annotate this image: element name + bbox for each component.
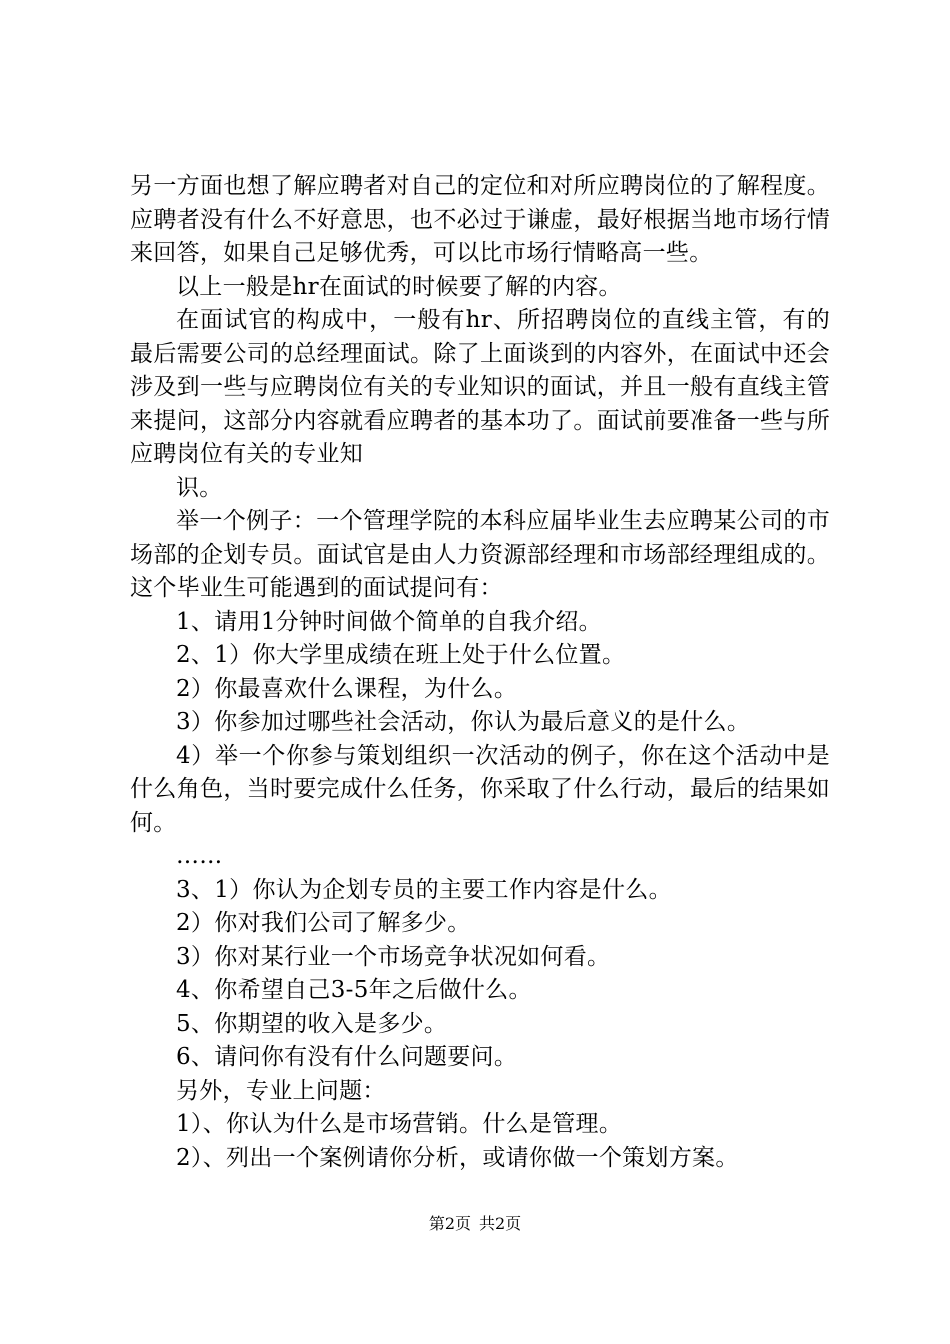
- paragraph: 2）你对我们公司了解多少。: [176, 910, 471, 936]
- paragraph: 以上一般是hr在面试的时候要了解的内容。: [176, 273, 622, 300]
- paragraph: 识。: [176, 474, 223, 501]
- paragraph: 1）、你认为什么是市场营销。什么是管理。: [176, 1111, 623, 1137]
- page-total: 共2页: [479, 1214, 522, 1233]
- paragraph: 4、你希望自己3-5年之后做什么。: [176, 977, 532, 1003]
- document-body: [130, 170, 830, 1175]
- paragraph: 2）、列出一个案例请你分析，或请你做一个策划方案。: [176, 1144, 739, 1171]
- paragraph: 另一方面也想了解应聘者对自己的定位和对所应聘岗位的了解程度。应聘者没有什么不好意思，也不必过于谦虚，最好根据当地市场行情来回答，如果自己足够优秀，可以比市场行情略高一些。: [130, 173, 830, 266]
- page-footer: [0, 1214, 950, 1234]
- paragraph: 3、1）你认为企划专员的主要工作内容是什么。: [176, 876, 672, 903]
- paragraph: 2）你最喜欢什么课程，为什么。: [176, 675, 518, 702]
- paragraph: ……: [176, 843, 223, 869]
- paragraph: 6、请问你有没有什么问题要问。: [176, 1044, 518, 1070]
- paragraph: 5、你期望的收入是多少。: [176, 1010, 448, 1037]
- paragraph: 举一个例子：一个管理学院的本科应届毕业生去应聘某公司的市场部的企划专员。面试官是由人力资源部经理和市场部经理组成的。这个毕业生可能遇到的面试提问有：: [130, 508, 830, 601]
- paragraph: 1、请用1分钟时间做个简单的自我介绍。: [176, 608, 602, 635]
- page-number: 第2页: [428, 1214, 471, 1233]
- paragraph: 3）你参加过哪些社会活动，你认为最后意义的是什么。: [176, 709, 751, 735]
- paragraph: 另外，专业上问题：: [176, 1077, 386, 1104]
- paragraph: 3）你对某行业一个市场竞争状况如何看。: [176, 943, 611, 970]
- paragraph: 在面试官的构成中，一般有hr、所招聘岗位的直线主管，有的最后需要公司的总经理面试。除了上面谈到的内容外，在面试中还会涉及到一些与应聘岗位有关的专业知识的面试，并且一般有直线主管来提问，这部分内容就看应聘者的基本功了。面试前要准备一些与所应聘岗位有关的专业知: [130, 307, 830, 467]
- paragraph: 2、1）你大学里成绩在班上处于什么位置。: [176, 642, 626, 668]
- paragraph: 4）举一个你参与策划组织一次活动的例子，你在这个活动中是什么角色，当时要完成什么任务，你采取了什么行动，最后的结果如何。: [130, 742, 830, 836]
